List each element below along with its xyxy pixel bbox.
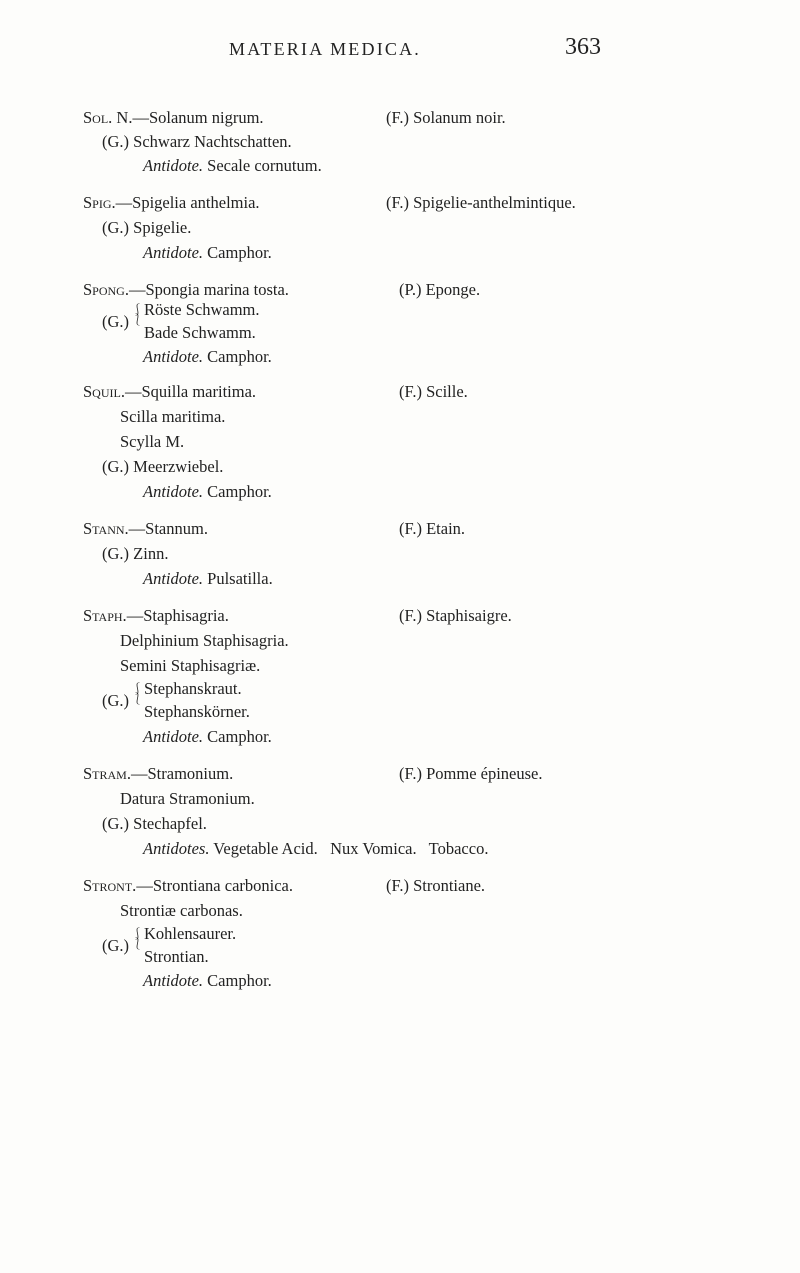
latin-name: —Spongia marina tosta. [128,280,289,299]
french-name: (F.) Etain. [399,519,466,538]
latin-name: —Strontiana carbonica. [136,876,294,895]
abbr: Stann. [83,519,129,538]
entry-stram-heading [83,764,233,784]
brace-top-icon: ⎰ [132,683,143,695]
running-header-title: MATERIA MEDICA. [229,39,422,59]
entry-stront-heading [83,876,293,896]
entry-spong-heading [83,280,289,300]
alt-name: Semini Staphisagriæ. [120,656,261,675]
latin-name: —Stannum. [128,519,208,538]
brace-top-icon: ⎰ [132,304,143,316]
antidote-line: Antidote. Secale cornutum. [143,156,322,175]
alt-name: Scylla M. [120,432,185,451]
alt-name: Datura Stramonium. [120,789,255,808]
french-name: (F.) Spigelie-anthelmintique. [386,193,576,212]
french-name: (F.) Solanum noir. [386,108,506,127]
german-name: (G.) Schwarz Nachtschatten. [102,132,292,151]
german-prefix: (G.) [102,312,130,331]
german-prefix: (G.) [102,936,130,955]
german-name: (G.) Stechapfel. [102,814,207,833]
latin-name: —Squilla maritima. [124,382,257,401]
page-number: 363 [565,34,601,60]
abbr: Spig. [83,193,116,212]
abbr: Squil. [83,382,125,401]
german-name: (G.) Spigelie. [102,218,192,237]
entry-spig-heading [83,193,260,213]
abbr: Sol. N. [83,108,133,127]
alt-name: Delphinium Staphisagria. [120,631,289,650]
brace-top-icon: ⎰ [132,928,143,940]
abbr: Staph. [83,606,127,625]
antidote-line: Antidote. Camphor. [143,482,272,501]
entry-stann-heading [83,519,208,539]
german-name: (G.) Zinn. [102,544,169,563]
alt-name: Scilla maritima. [120,407,226,426]
brace-bottom-icon: ⎱ [132,314,143,326]
alt-name: Strontiæ carbonas. [120,901,243,920]
entry-squil-heading [83,382,256,402]
latin-name: —Spigelia anthelmia. [115,193,260,212]
german-name: Röste Schwamm. [144,300,260,319]
french-name: (F.) Scille. [399,382,468,401]
french-name: (F.) Pomme épineuse. [399,764,543,783]
brace-bottom-icon: ⎱ [132,938,143,950]
antidote-line: Antidote. Pulsatilla. [143,569,273,588]
antidote-line: Antidote. Camphor. [143,971,272,990]
abbr: Spong. [83,280,129,299]
german-name: Kohlensaurer. [144,924,237,943]
entry-staph-heading [83,606,229,626]
german-name: (G.) Meerzwiebel. [102,457,224,476]
latin-name: —Stramonium. [130,764,234,783]
brace-bottom-icon: ⎱ [132,693,143,705]
german-name: Stephanskraut. [144,679,242,698]
french-name: (P.) Eponge. [399,280,481,299]
french-name: (F.) Staphisaigre. [399,606,512,625]
abbr: Stront. [83,876,137,895]
antidote-line: Antidote. Camphor. [143,347,272,366]
german-name: Stephanskörner. [144,702,250,721]
latin-name: —Staphisagria. [126,606,229,625]
german-prefix: (G.) [102,691,130,710]
german-name: Strontian. [144,947,209,966]
antidote-line: Antidote. Camphor. [143,243,272,262]
latin-name: —Solanum nigrum. [132,108,264,127]
abbr: Stram. [83,764,131,783]
antidote-line: Antidotes. Vegetable Acid. Nux Vomica. Tobacco. [143,839,489,858]
french-name: (F.) Strontiane. [386,876,486,895]
antidote-line: Antidote. Camphor. [143,727,272,746]
german-name: Bade Schwamm. [144,323,256,342]
entry-sol-heading [83,108,264,128]
